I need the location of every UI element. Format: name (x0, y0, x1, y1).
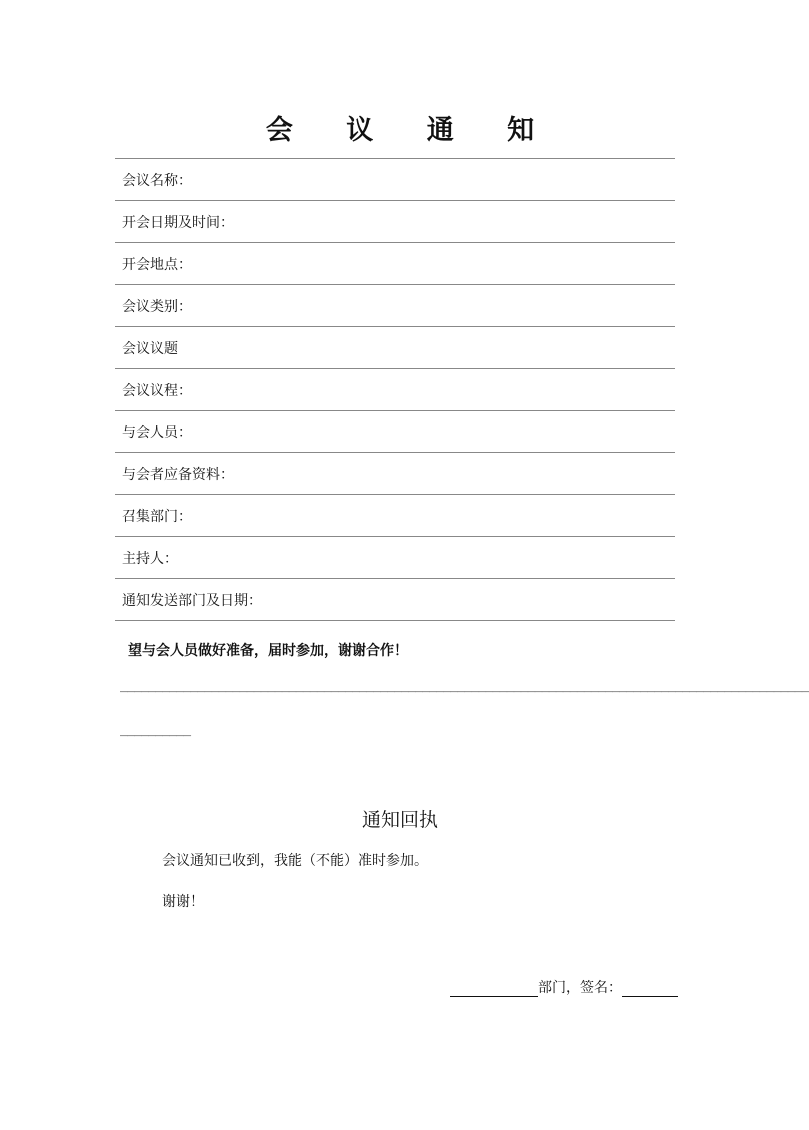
field-category: 会议类别： (115, 285, 675, 327)
field-date-time: 开会日期及时间： (115, 201, 675, 243)
field-location: 开会地点： (115, 243, 675, 285)
closing-note: 望与会人员做好准备，届时参加，谢谢合作！ (128, 643, 408, 659)
meeting-form (115, 158, 675, 621)
page-title: 会 议 通 知 (265, 115, 557, 146)
field-sender-date: 通知发送部门及日期： (115, 579, 675, 621)
field-meeting-name: 会议名称： (115, 159, 675, 201)
field-attendees: 与会人员： (115, 411, 675, 453)
separator-line-tail: __________ (120, 722, 191, 737)
field-topic: 会议议题 (115, 327, 675, 369)
receipt-title: 通知回执 (361, 809, 438, 831)
field-convening-dept: 召集部门： (115, 495, 675, 537)
field-materials: 与会者应备资料： (115, 453, 675, 495)
field-host: 主持人： (115, 537, 675, 579)
receipt-body: 会议通知已收到，我能（不能）准时参加。 (162, 853, 428, 869)
separator-line: __________________________________________________________________________________________________ (120, 678, 809, 693)
department-blank[interactable] (450, 980, 538, 997)
field-agenda: 会议议程： (115, 369, 675, 411)
signature-blank[interactable] (622, 980, 678, 997)
signature-line (450, 977, 678, 997)
receipt-thanks: 谢谢！ (162, 894, 204, 910)
department-signature-label: 部门，签名： (538, 980, 622, 996)
